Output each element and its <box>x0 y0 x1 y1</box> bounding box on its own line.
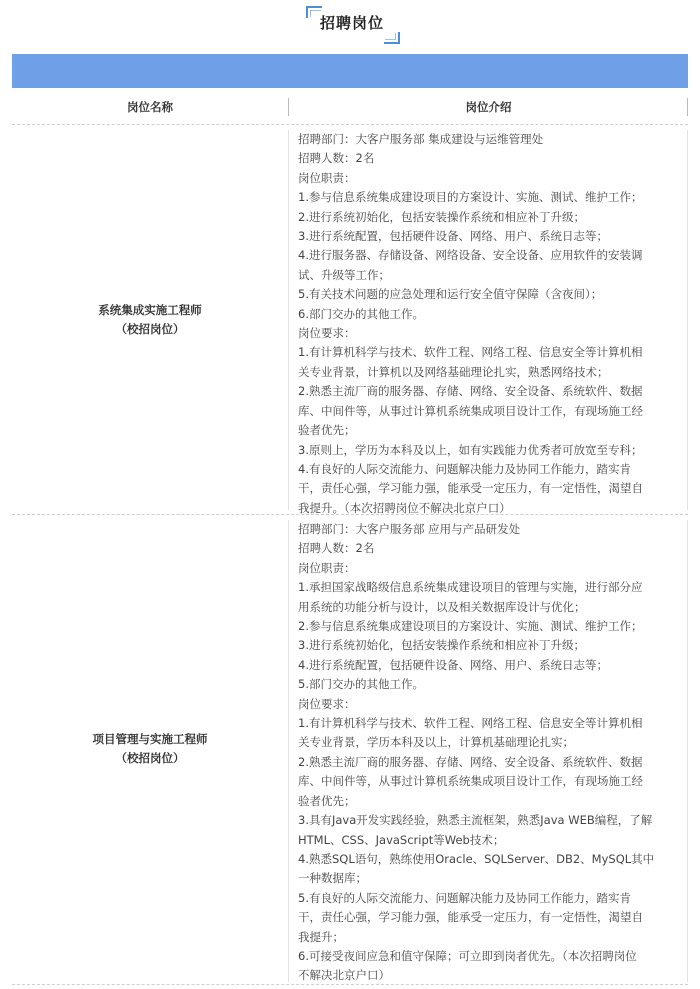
description-line: 一种数据库； <box>298 871 367 886</box>
table-row <box>12 520 688 982</box>
header-position-intro: 岗位介绍 <box>465 100 512 114</box>
description-line: 4.熟悉SQL语句，熟练使用Oracle、SQLServer、DB2、MySQL其中 <box>298 851 655 866</box>
table-row <box>12 130 688 515</box>
description-line: 关专业背景，学历本科及以上，计算机基础理论扎实； <box>298 735 574 750</box>
description-line: 岗位职责： <box>298 170 356 185</box>
description-line: 1.承担国家战略级信息系统集成建设项目的管理与实施，进行部分应 <box>298 580 643 595</box>
description-line: 试、升级等工作； <box>298 267 390 282</box>
row-divider <box>12 514 688 515</box>
description-line: 3.进行系统配置，包括硬件设备、网络、用户、系统日志等； <box>298 229 608 244</box>
description-line: 1.参与信息系统集成建设项目的方案设计、实施、测试、维护工作； <box>298 190 643 205</box>
description-line: 招聘部门：大客户服务部 集成建设与运维管理处 <box>298 132 544 146</box>
description-line: 4.进行系统配置，包括硬件设备、网络、用户、系统日志等； <box>298 657 608 672</box>
table-banner <box>12 54 688 88</box>
row-divider <box>12 124 688 125</box>
description-line: 2.参与信息系统集成建设项目的方案设计、实施、测试、维护工作； <box>298 619 643 634</box>
description-line: 5.有良好的人际交流能力、问题解决能力及协同工作能力，踏实肯 <box>298 890 631 905</box>
description-line: 2.进行系统初始化，包括安装操作系统和相应补丁升级； <box>298 209 585 224</box>
table-header <box>12 88 688 124</box>
description-line: 3.具有Java开发实践经验，熟悉主流框架，熟悉Java WEB编程，了解 <box>298 813 653 828</box>
description-line: 干，责任心强，学习能力强，能承受一定压力，有一定悟性，渴望自 <box>298 481 643 496</box>
description-line: 验者优先； <box>298 793 356 808</box>
description-line: 我提升； <box>298 929 344 944</box>
position-name: 系统集成实施工程师 <box>98 303 202 317</box>
description-line: 验者优先； <box>298 423 356 438</box>
row-divider <box>12 984 688 985</box>
description-line: 岗位职责： <box>298 560 356 575</box>
position-description <box>298 130 688 518</box>
page-header <box>0 0 700 50</box>
position-type: （校招岗位） <box>115 322 185 336</box>
description-line: 3.进行系统初始化，包括安装操作系统和相应补丁升级； <box>298 638 585 653</box>
description-line: 4.进行服务器、存储设备、网络设备、安全设备、应用软件的安装调 <box>298 248 643 263</box>
position-name: 项目管理与实施工程师 <box>92 732 208 746</box>
column-divider <box>288 520 289 982</box>
header-position-name: 岗位名称 <box>127 100 173 114</box>
description-line: 2.熟悉主流厂商的服务器、存储、网络、安全设备、系统软件、数据 <box>298 384 643 399</box>
description-line: 岗位要求： <box>298 696 356 711</box>
description-line: 6.可接受夜间应急和值守保障；可立即到岗者优先。（本次招聘岗位 <box>298 948 637 963</box>
description-line: 1.有计算机科学与技术、软件工程、网络工程、信息安全等计算机相 <box>298 345 643 360</box>
position-description <box>298 520 688 986</box>
position-name-cell <box>12 301 288 339</box>
description-line: 6.部门交办的其他工作。 <box>298 306 424 321</box>
description-line: HTML、CSS、JavaScript等Web技术； <box>298 832 505 847</box>
position-name-cell <box>12 730 288 768</box>
description-line: 5.有关技术问题的应急处理和运行安全值守保障（含夜间）； <box>298 287 603 302</box>
description-line: 1.有计算机科学与技术、软件工程、网络工程、信息安全等计算机相 <box>298 716 643 731</box>
description-line: 5.部门交办的其他工作。 <box>298 677 424 692</box>
title-frame <box>312 8 392 40</box>
description-line: 关专业背景，计算机以及网络基础理论扎实，熟悉网络技术； <box>298 364 609 379</box>
description-line: 招聘人数：2名 <box>298 151 375 166</box>
description-line: 库、中间件等，从事过计算机系统集成项目设计工作，有现场施工经 <box>298 403 643 418</box>
description-line: 我提升。（本次招聘岗位不解决北京户口） <box>298 500 511 515</box>
description-line: 岗位要求： <box>298 326 356 341</box>
description-line: 3.原则上，学历为本科及以上，如有实践能力优秀者可放宽至专科； <box>298 442 643 457</box>
description-line: 招聘部门：大客户服务部 应用与产品研发处 <box>298 522 521 536</box>
page-title: 招聘岗位 <box>319 14 384 32</box>
position-type: （校招岗位） <box>115 751 185 765</box>
column-divider <box>288 130 289 510</box>
description-line: 不解决北京户口） <box>298 968 390 983</box>
corner-decoration-icon <box>385 33 396 40</box>
description-line: 招聘人数：2名 <box>298 541 375 556</box>
header-divider <box>687 98 688 116</box>
description-line: 库、中间件等，从事过计算机系统集成项目设计工作，有现场施工经 <box>298 774 643 789</box>
description-line: 干，责任心强，学习能力强，能承受一定压力，有一定悟性，渴望自 <box>298 910 643 925</box>
description-line: 2.熟悉主流厂商的服务器、存储、网络、安全设备、系统软件、数据 <box>298 754 643 769</box>
description-line: 用系统的功能分析与设计，以及相关数据库设计与优化； <box>298 599 586 614</box>
description-line: 4.有良好的人际交流能力、问题解决能力及协同工作能力，踏实肯 <box>298 461 631 476</box>
